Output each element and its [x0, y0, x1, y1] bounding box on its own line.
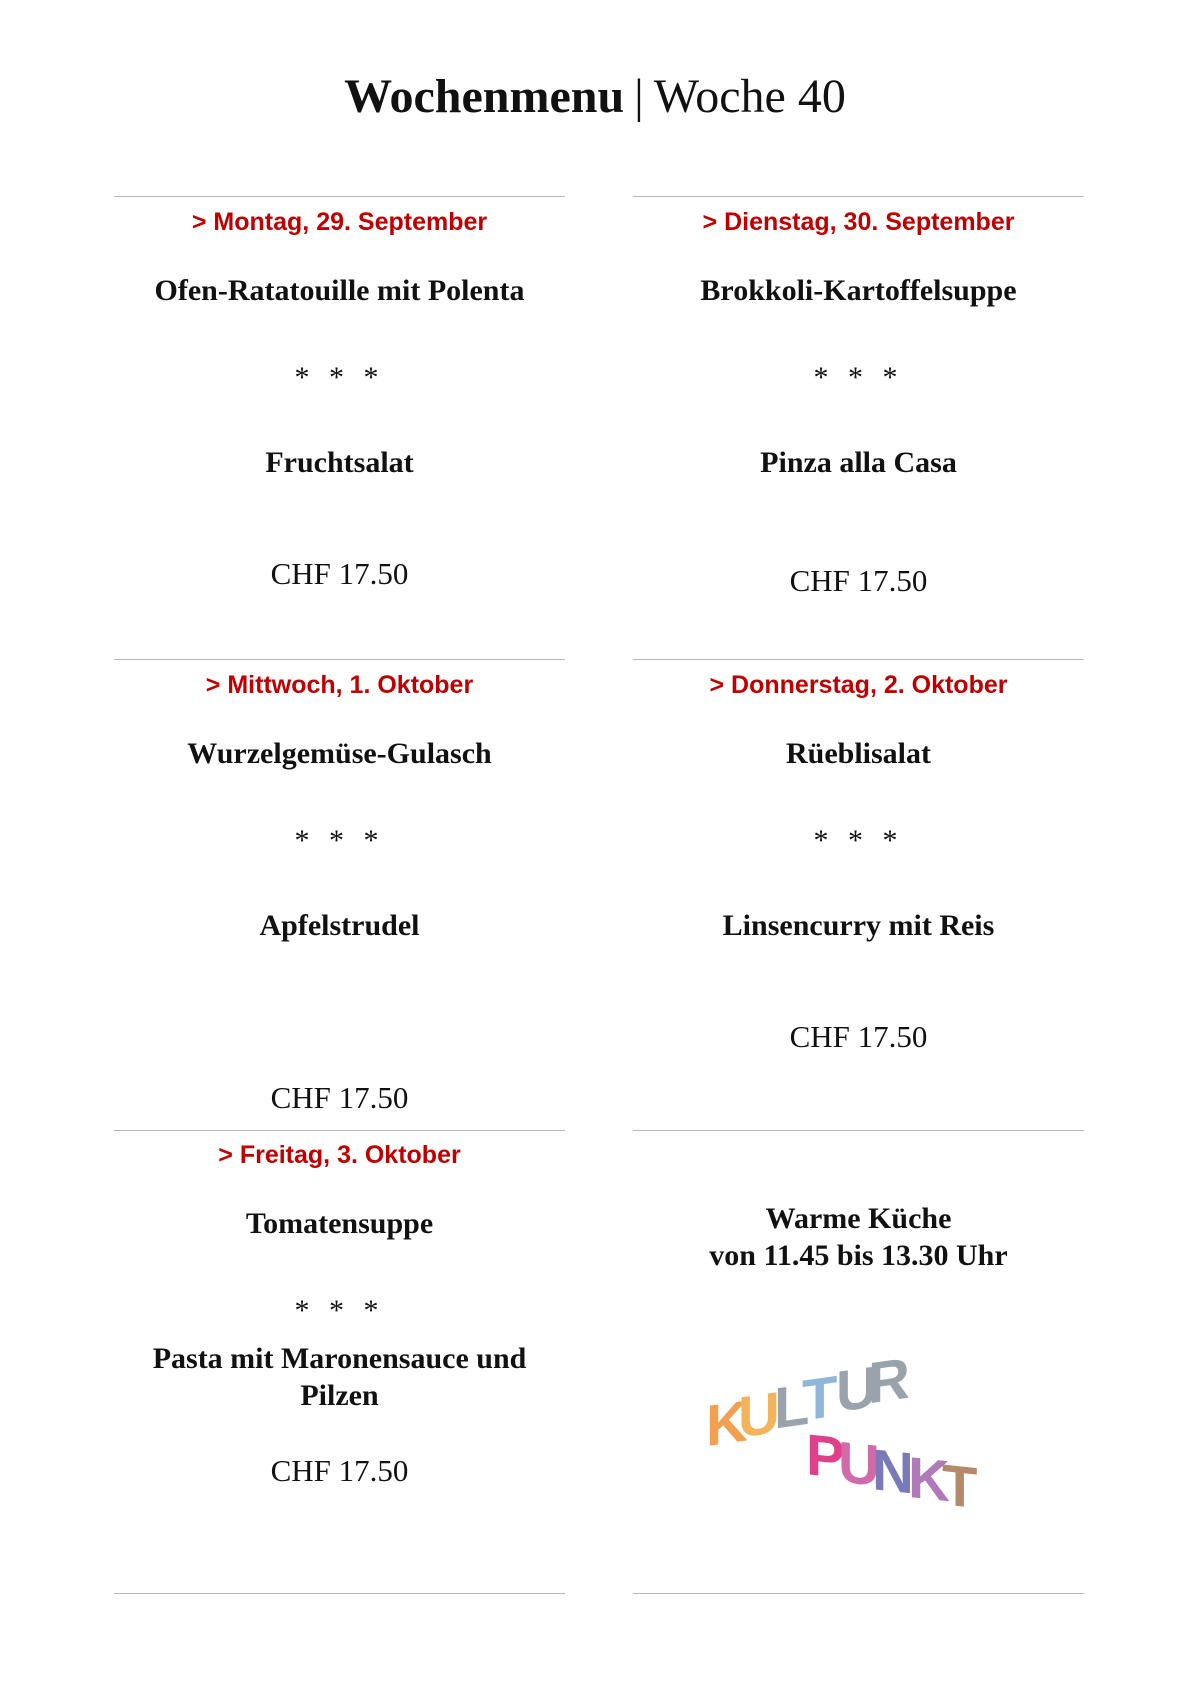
- kulturpunkt-logo: [700, 1355, 1000, 1515]
- price-tuesday: CHF 17.50: [789, 563, 928, 598]
- divider: [114, 1593, 565, 1594]
- stars-separator: * * *: [294, 1294, 385, 1327]
- dish-main-monday: Ofen-Ratatouille mit Polenta: [154, 274, 525, 307]
- divider: [633, 1130, 1084, 1131]
- dish-second-wednesday: Apfelstrudel: [259, 909, 420, 942]
- stars-separator: * * *: [813, 361, 904, 394]
- svg-text:U: U: [738, 1380, 780, 1451]
- dish-second-thursday: Linsencurry mit Reis: [722, 909, 995, 942]
- svg-text:K: K: [706, 1388, 748, 1460]
- divider: [114, 196, 565, 197]
- kitchen-hours-time: von 11.45 bis 13.30 Uhr: [709, 1239, 1008, 1272]
- day-heading-wednesday: > Mittwoch, 1. Oktober: [205, 671, 474, 699]
- svg-text:N: N: [872, 1437, 914, 1507]
- dish-second-friday-line2: Pilzen: [300, 1379, 379, 1412]
- svg-text:L: L: [774, 1371, 810, 1442]
- dish-second-monday: Fruchtsalat: [265, 446, 414, 479]
- stars-separator: * * *: [294, 824, 385, 857]
- svg-text:U: U: [838, 1429, 880, 1499]
- stars-separator: * * *: [294, 361, 385, 394]
- svg-text:U: U: [836, 1355, 878, 1425]
- price-friday: CHF 17.50: [270, 1453, 409, 1488]
- divider: [114, 659, 565, 660]
- divider: [633, 1593, 1084, 1594]
- divider: [633, 659, 1084, 660]
- day-heading-thursday: > Donnerstag, 2. Oktober: [709, 671, 1008, 699]
- svg-text:T: T: [942, 1452, 978, 1515]
- day-heading-monday: > Montag, 29. September: [191, 208, 488, 236]
- price-thursday: CHF 17.50: [789, 1019, 928, 1054]
- kulturpunkt-logo-graphic: [700, 1355, 1000, 1515]
- svg-text:R: R: [868, 1355, 910, 1417]
- dish-main-thursday: Rüeblisalat: [785, 737, 932, 770]
- day-heading-friday: > Freitag, 3. Oktober: [218, 1141, 461, 1169]
- price-wednesday: CHF 17.50: [270, 1080, 409, 1115]
- dish-second-tuesday: Pinza alla Casa: [760, 446, 957, 479]
- stars-separator: * * *: [813, 824, 904, 857]
- day-heading-tuesday: > Dienstag, 30. September: [702, 208, 1015, 236]
- title-main: Wochenmenu: [344, 70, 625, 123]
- divider: [633, 196, 1084, 197]
- svg-text:P: P: [806, 1422, 845, 1492]
- svg-text:K: K: [908, 1445, 950, 1515]
- dish-main-friday: Tomatensuppe: [245, 1207, 434, 1240]
- dish-second-friday-line1: Pasta mit Maronensauce und: [152, 1342, 527, 1375]
- page-title: [0, 68, 1190, 126]
- title-week: Woche 40: [653, 70, 846, 123]
- kitchen-hours-title: Warme Küche: [765, 1202, 952, 1235]
- title-separator: |: [634, 70, 644, 123]
- dish-main-wednesday: Wurzelgemüse-Gulasch: [187, 737, 492, 770]
- svg-text:T: T: [802, 1363, 838, 1434]
- divider: [114, 1130, 565, 1131]
- dish-main-tuesday: Brokkoli-Kartoffelsuppe: [700, 274, 1017, 307]
- price-monday: CHF 17.50: [270, 556, 409, 591]
